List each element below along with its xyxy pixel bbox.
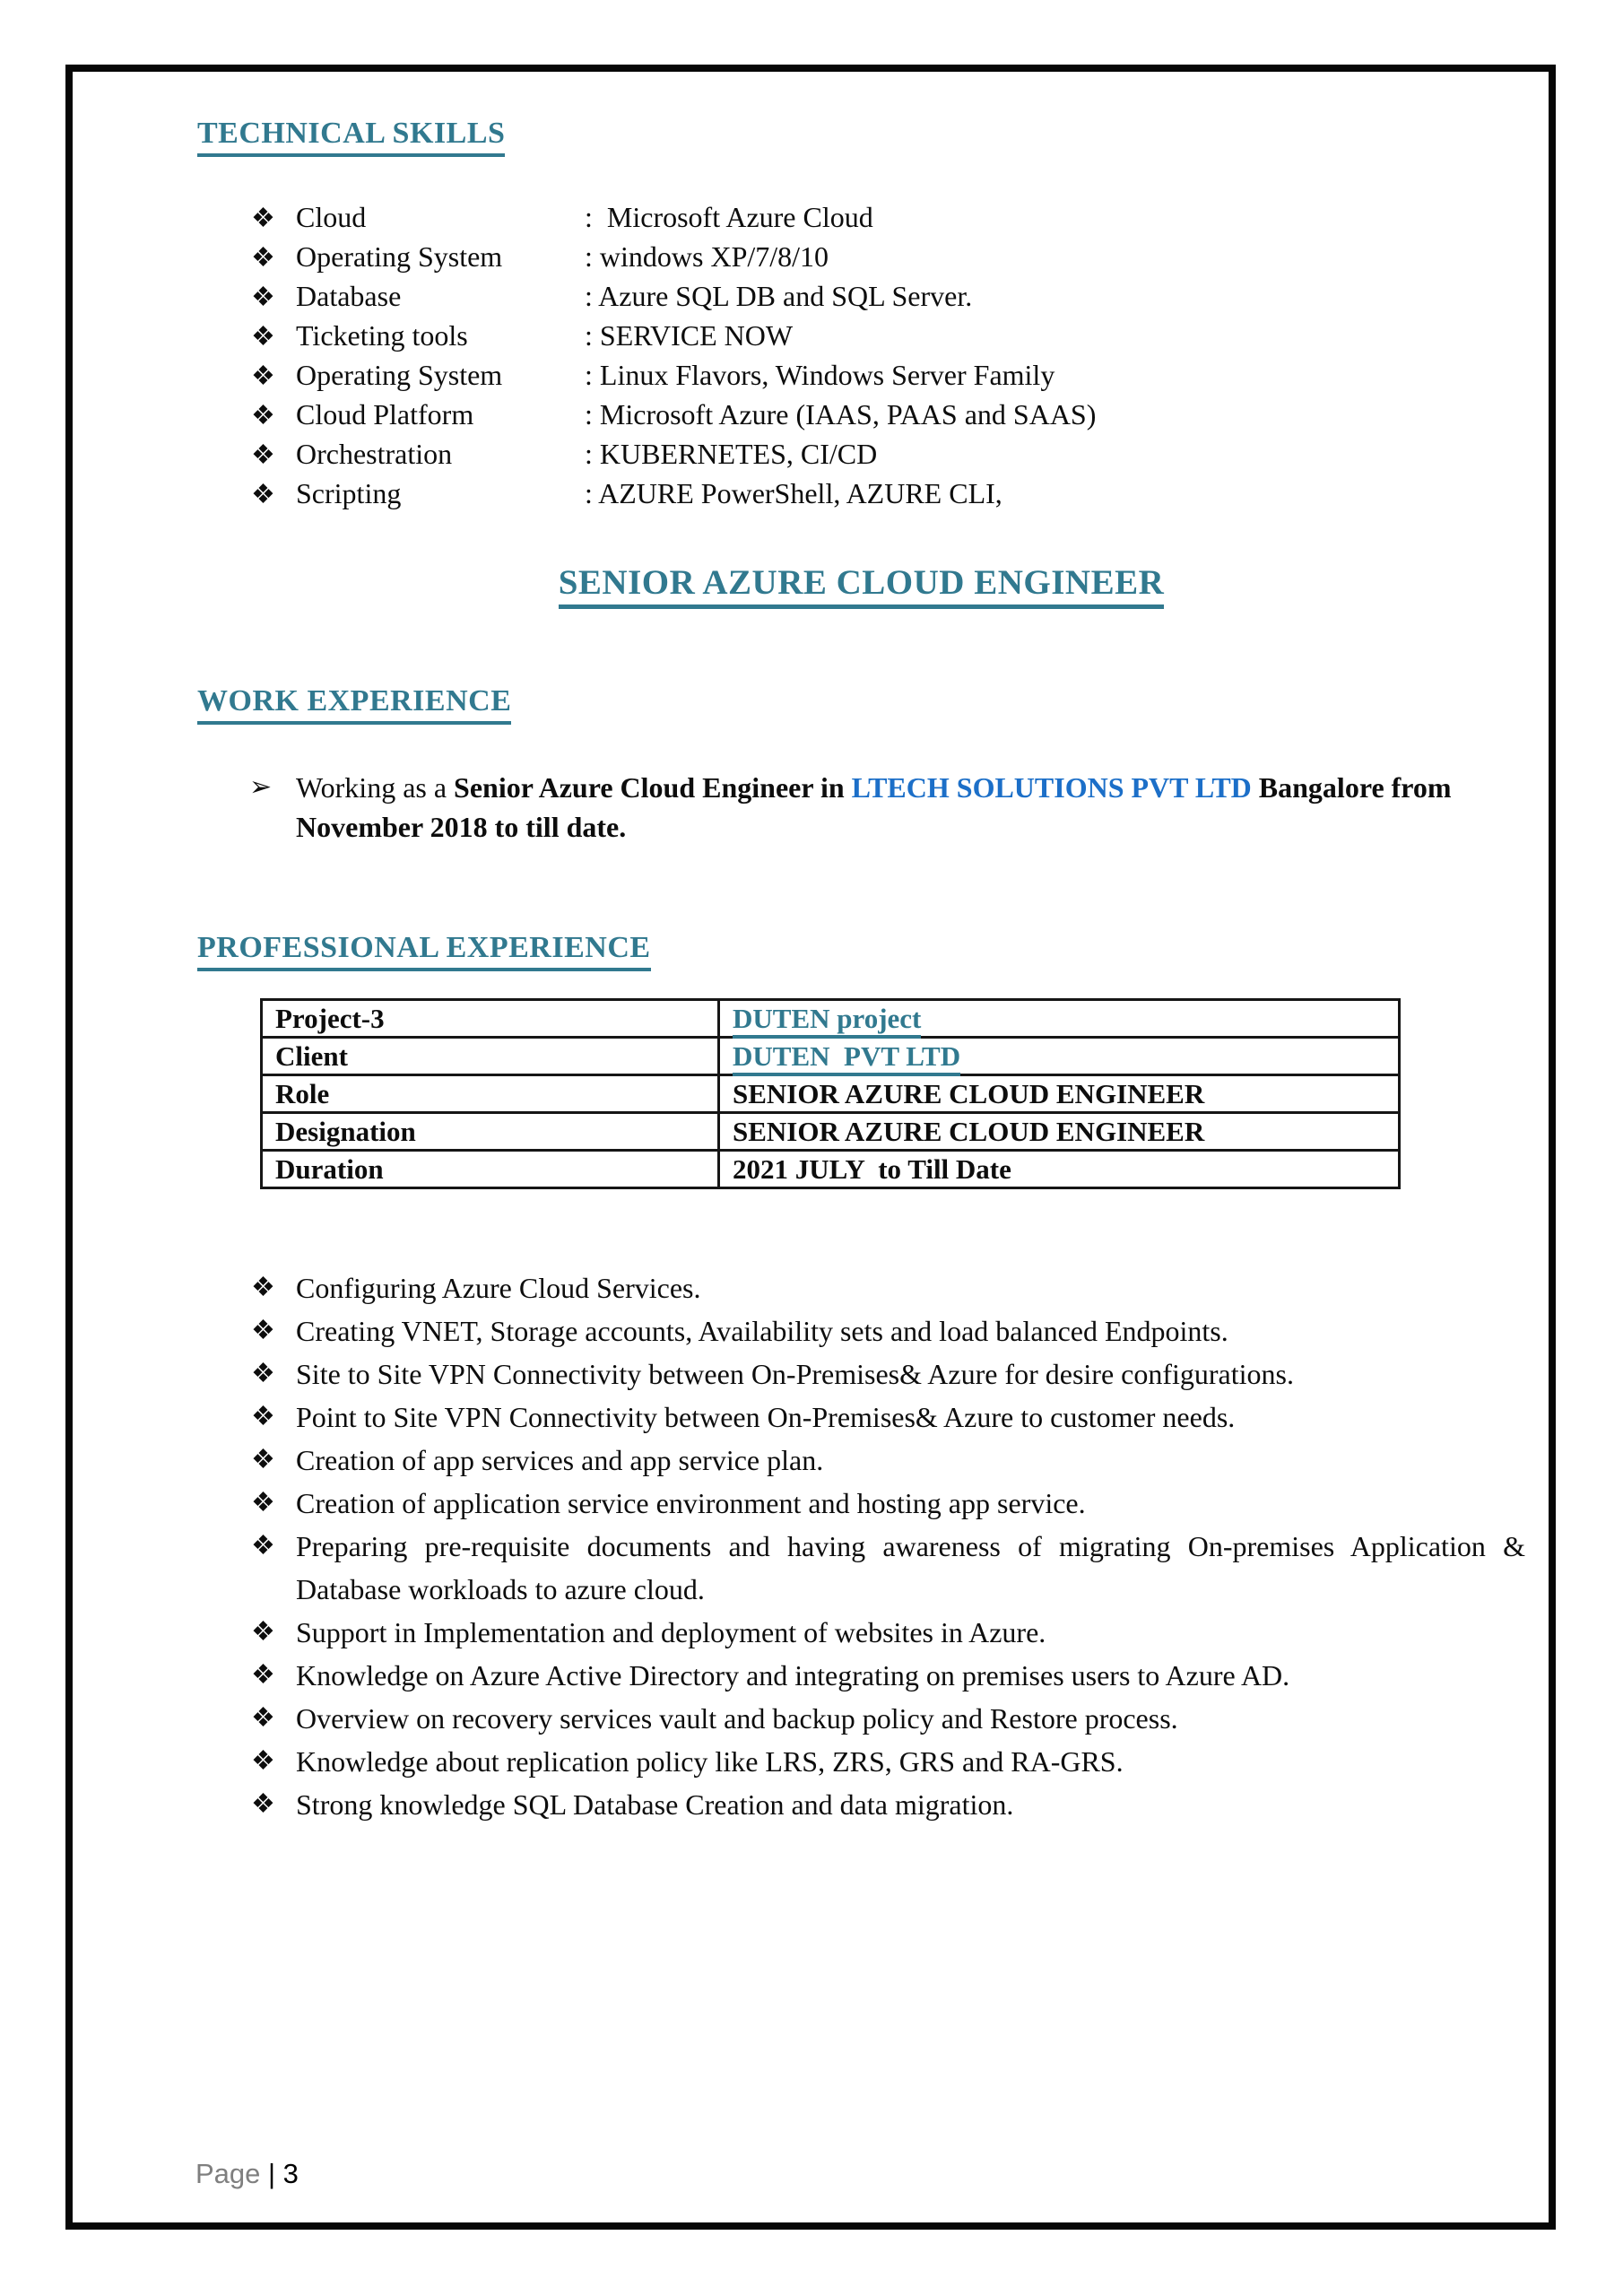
skill-row xyxy=(197,277,1525,317)
table-row-label: Client xyxy=(262,1038,719,1075)
diamond-bullet-icon: ❖ xyxy=(251,1746,275,1776)
duty-item xyxy=(197,1482,1525,1525)
skills-list xyxy=(197,198,1525,514)
skill-label: Cloud xyxy=(296,201,367,233)
link-text: DUTEN project xyxy=(733,1003,921,1039)
diamond-bullet-icon: ❖ xyxy=(251,1316,275,1345)
table-row-value: 2021 JULY to Till Date xyxy=(719,1151,1400,1188)
diamond-bullet-icon: ❖ xyxy=(251,1402,275,1431)
diamond-bullet-icon: ❖ xyxy=(251,322,275,352)
diamond-bullet-icon: ❖ xyxy=(251,283,275,312)
diamond-bullet-icon: ❖ xyxy=(251,1789,275,1819)
duty-item xyxy=(197,1740,1525,1783)
footer-page-number: | 3 xyxy=(268,2158,299,2189)
duty-item xyxy=(197,1654,1525,1697)
duty-text: Knowledge on Azure Active Directory and integrating on premises users to Azure AD. xyxy=(296,1659,1290,1692)
duty-text: Knowledge about replication policy like LRS, ZRS, GRS and RA-GRS. xyxy=(296,1745,1124,1778)
table-row xyxy=(262,1038,1400,1075)
skill-row xyxy=(197,356,1525,396)
duty-text: Creating VNET, Storage accounts, Availability sets and load balanced Endpoints. xyxy=(296,1315,1228,1347)
diamond-bullet-icon: ❖ xyxy=(251,243,275,273)
diamond-bullet-icon: ❖ xyxy=(251,1488,275,1518)
table-row-value: SENIOR AZURE CLOUD ENGINEER xyxy=(719,1113,1400,1151)
table-row-label: Project-3 xyxy=(262,1000,719,1038)
work-experience-item xyxy=(249,768,1525,847)
table-row-label: Role xyxy=(262,1075,719,1113)
duty-text: Preparing pre-requisite documents and having awareness of migrating On-premises Application & Database workloads to azure cloud. xyxy=(296,1530,1532,1605)
skill-label: Ticketing tools xyxy=(296,319,468,352)
document-content xyxy=(73,72,1549,1826)
skill-row xyxy=(197,435,1525,474)
diamond-bullet-icon: ❖ xyxy=(251,1531,275,1561)
skill-row xyxy=(197,238,1525,277)
duty-text: Configuring Azure Cloud Services. xyxy=(296,1272,701,1304)
project-table xyxy=(260,998,1401,1189)
table-row-label: Duration xyxy=(262,1151,719,1188)
page-border xyxy=(65,65,1556,2230)
table-row-value-link xyxy=(719,1000,1400,1038)
duty-item xyxy=(197,1439,1525,1482)
diamond-bullet-icon: ❖ xyxy=(251,361,275,391)
professional-experience-section xyxy=(197,931,1525,971)
duty-text: Creation of application service environment and hosting app service. xyxy=(296,1487,1086,1519)
work-experience-part: Bangalore from November 2018 to till date. xyxy=(296,771,1452,843)
duty-item xyxy=(197,1525,1532,1611)
work-experience-heading: WORK EXPERIENCE xyxy=(197,684,511,725)
skill-value: : AZURE PowerShell, AZURE CLI, xyxy=(585,477,1002,509)
duty-item xyxy=(197,1396,1525,1439)
project-table-body xyxy=(262,1000,1400,1188)
diamond-bullet-icon: ❖ xyxy=(251,1703,275,1733)
table-row xyxy=(262,1000,1400,1038)
skill-value: : SERVICE NOW xyxy=(585,319,794,352)
skill-row xyxy=(197,198,1525,238)
skill-label: Cloud Platform xyxy=(296,398,474,430)
skill-label: Database xyxy=(296,280,402,312)
duty-item xyxy=(197,1352,1525,1396)
footer-page-label: Page xyxy=(195,2158,269,2189)
duty-item xyxy=(197,1611,1525,1654)
diamond-bullet-icon: ❖ xyxy=(251,480,275,509)
skill-value: : Linux Flavors, Windows Server Family xyxy=(585,359,1055,391)
work-experience-part: Senior Azure Cloud Engineer in xyxy=(454,771,852,804)
duty-text: Support in Implementation and deployment of websites in Azure. xyxy=(296,1616,1046,1648)
table-row-label: Designation xyxy=(262,1113,719,1151)
diamond-bullet-icon: ❖ xyxy=(251,1445,275,1474)
duty-item xyxy=(197,1309,1525,1352)
skill-label: Orchestration xyxy=(296,438,453,470)
skill-label: Operating System xyxy=(296,240,503,273)
skill-row xyxy=(197,396,1525,435)
work-experience-text xyxy=(296,771,1452,843)
skill-label: Operating System xyxy=(296,359,503,391)
diamond-bullet-icon: ❖ xyxy=(251,401,275,430)
company-name-text: LTECH SOLUTIONS PVT LTD xyxy=(851,771,1252,804)
duty-item xyxy=(197,1266,1525,1309)
skill-value: : Microsoft Azure Cloud xyxy=(585,201,873,233)
technical-skills-section xyxy=(197,117,1525,157)
duty-item xyxy=(197,1697,1525,1740)
table-row xyxy=(262,1113,1400,1151)
work-experience-part: Working as a xyxy=(296,771,455,804)
skill-row xyxy=(197,317,1525,356)
document-title: SENIOR AZURE CLOUD ENGINEER xyxy=(559,562,1165,609)
skill-value: : windows XP/7/8/10 xyxy=(585,240,829,273)
table-row xyxy=(262,1075,1400,1113)
duty-item xyxy=(197,1783,1525,1826)
duty-text: Site to Site VPN Connectivity between On-Premises& Azure for desire configurations. xyxy=(296,1358,1294,1390)
skill-label: Scripting xyxy=(296,477,402,509)
duty-text: Overview on recovery services vault and backup policy and Restore process. xyxy=(296,1702,1178,1735)
duty-text: Point to Site VPN Connectivity between On-Premises& Azure to customer needs. xyxy=(296,1401,1236,1433)
diamond-bullet-icon: ❖ xyxy=(251,440,275,470)
professional-experience-heading: PROFESSIONAL EXPERIENCE xyxy=(197,931,651,971)
diamond-bullet-icon: ❖ xyxy=(251,1617,275,1647)
diamond-bullet-icon: ❖ xyxy=(251,1273,275,1302)
table-row-value-link xyxy=(719,1038,1400,1075)
page-footer xyxy=(195,2158,299,2190)
skill-value: : Azure SQL DB and SQL Server. xyxy=(585,280,973,312)
link-text: DUTEN PVT LTD xyxy=(733,1040,960,1076)
arrow-bullet-icon: ➢ xyxy=(249,772,273,802)
table-row xyxy=(262,1151,1400,1188)
diamond-bullet-icon: ❖ xyxy=(251,1359,275,1388)
duties-list xyxy=(197,1266,1532,1826)
skill-row xyxy=(197,474,1525,514)
work-experience-section xyxy=(197,684,1525,725)
skill-value: : KUBERNETES, CI/CD xyxy=(585,438,878,470)
diamond-bullet-icon: ❖ xyxy=(251,1660,275,1690)
table-row-value: SENIOR AZURE CLOUD ENGINEER xyxy=(719,1075,1400,1113)
duty-text: Strong knowledge SQL Database Creation and data migration. xyxy=(296,1788,1014,1821)
skill-value: : Microsoft Azure (IAAS, PAAS and SAAS) xyxy=(585,398,1097,430)
document-title-wrap xyxy=(197,562,1525,609)
duty-text: Creation of app services and app service plan. xyxy=(296,1444,824,1476)
diamond-bullet-icon: ❖ xyxy=(251,204,275,233)
technical-skills-heading: TECHNICAL SKILLS xyxy=(197,117,505,157)
